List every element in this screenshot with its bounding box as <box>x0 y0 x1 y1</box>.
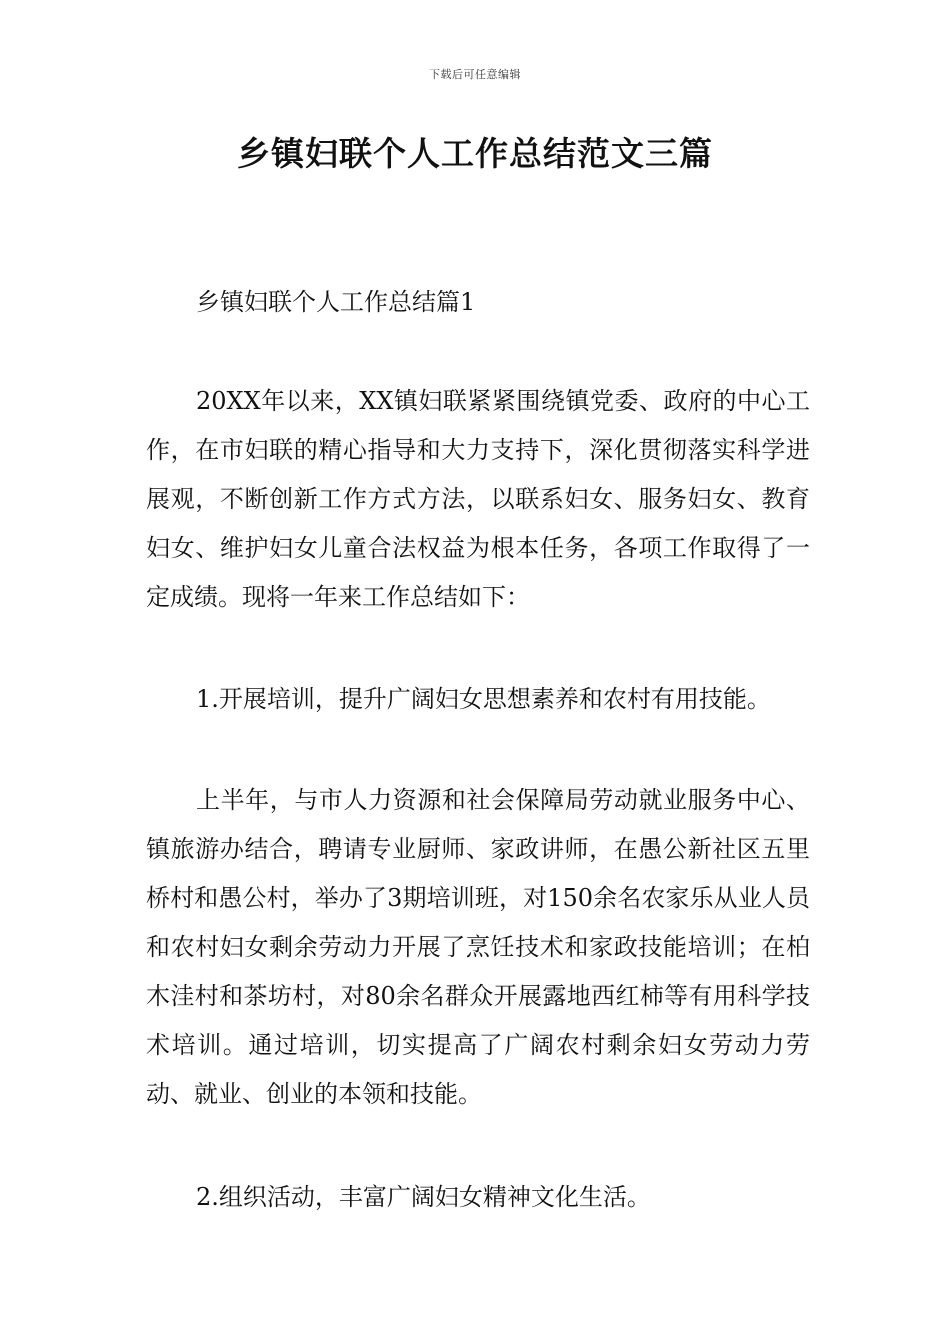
header-note: 下载后可任意编辑 <box>429 68 521 81</box>
body-paragraph-2: 上半年，与市人力资源和社会保障局劳动就业服务中心、镇旅游办结合，聘请专业厨师、家政讲师，在愚公新社区五里桥村和愚公村，举办了3期培训班，对150余名农家乐从业人员和农村妇女剩余劳动力开展了烹饪技术和家政技能培训；在柏木洼村和茶坊村，对80余名群众开展露地西红柿等有用科学技术培训。通过培训，切实提高了广阔农村剩余妇女劳动力劳动、就业、创业的本领和技能。 <box>146 786 810 1108</box>
document-title: 乡镇妇联个人工作总结范文三篇 <box>237 134 713 173</box>
section-heading-2: 2.组织活动，丰富广阔妇女精神文化生活。 <box>196 1183 651 1211</box>
section-subtitle: 乡镇妇联个人工作总结篇1 <box>196 288 476 316</box>
section-heading-1: 1.开展培训，提升广阔妇女思想素养和农村有用技能。 <box>196 685 771 713</box>
body-paragraph-1: 20XX年以来，XX镇妇联紧紧围绕镇党委、政府的中心工作，在市妇联的精心指导和大力支持下，深化贯彻落实科学进展观，不断创新工作方式方法，以联系妇女、服务妇女、教育妇女、维护妇女儿童合法权益为根本任务，各项工作取得了一定成绩。现将一年来工作总结如下： <box>146 387 810 611</box>
